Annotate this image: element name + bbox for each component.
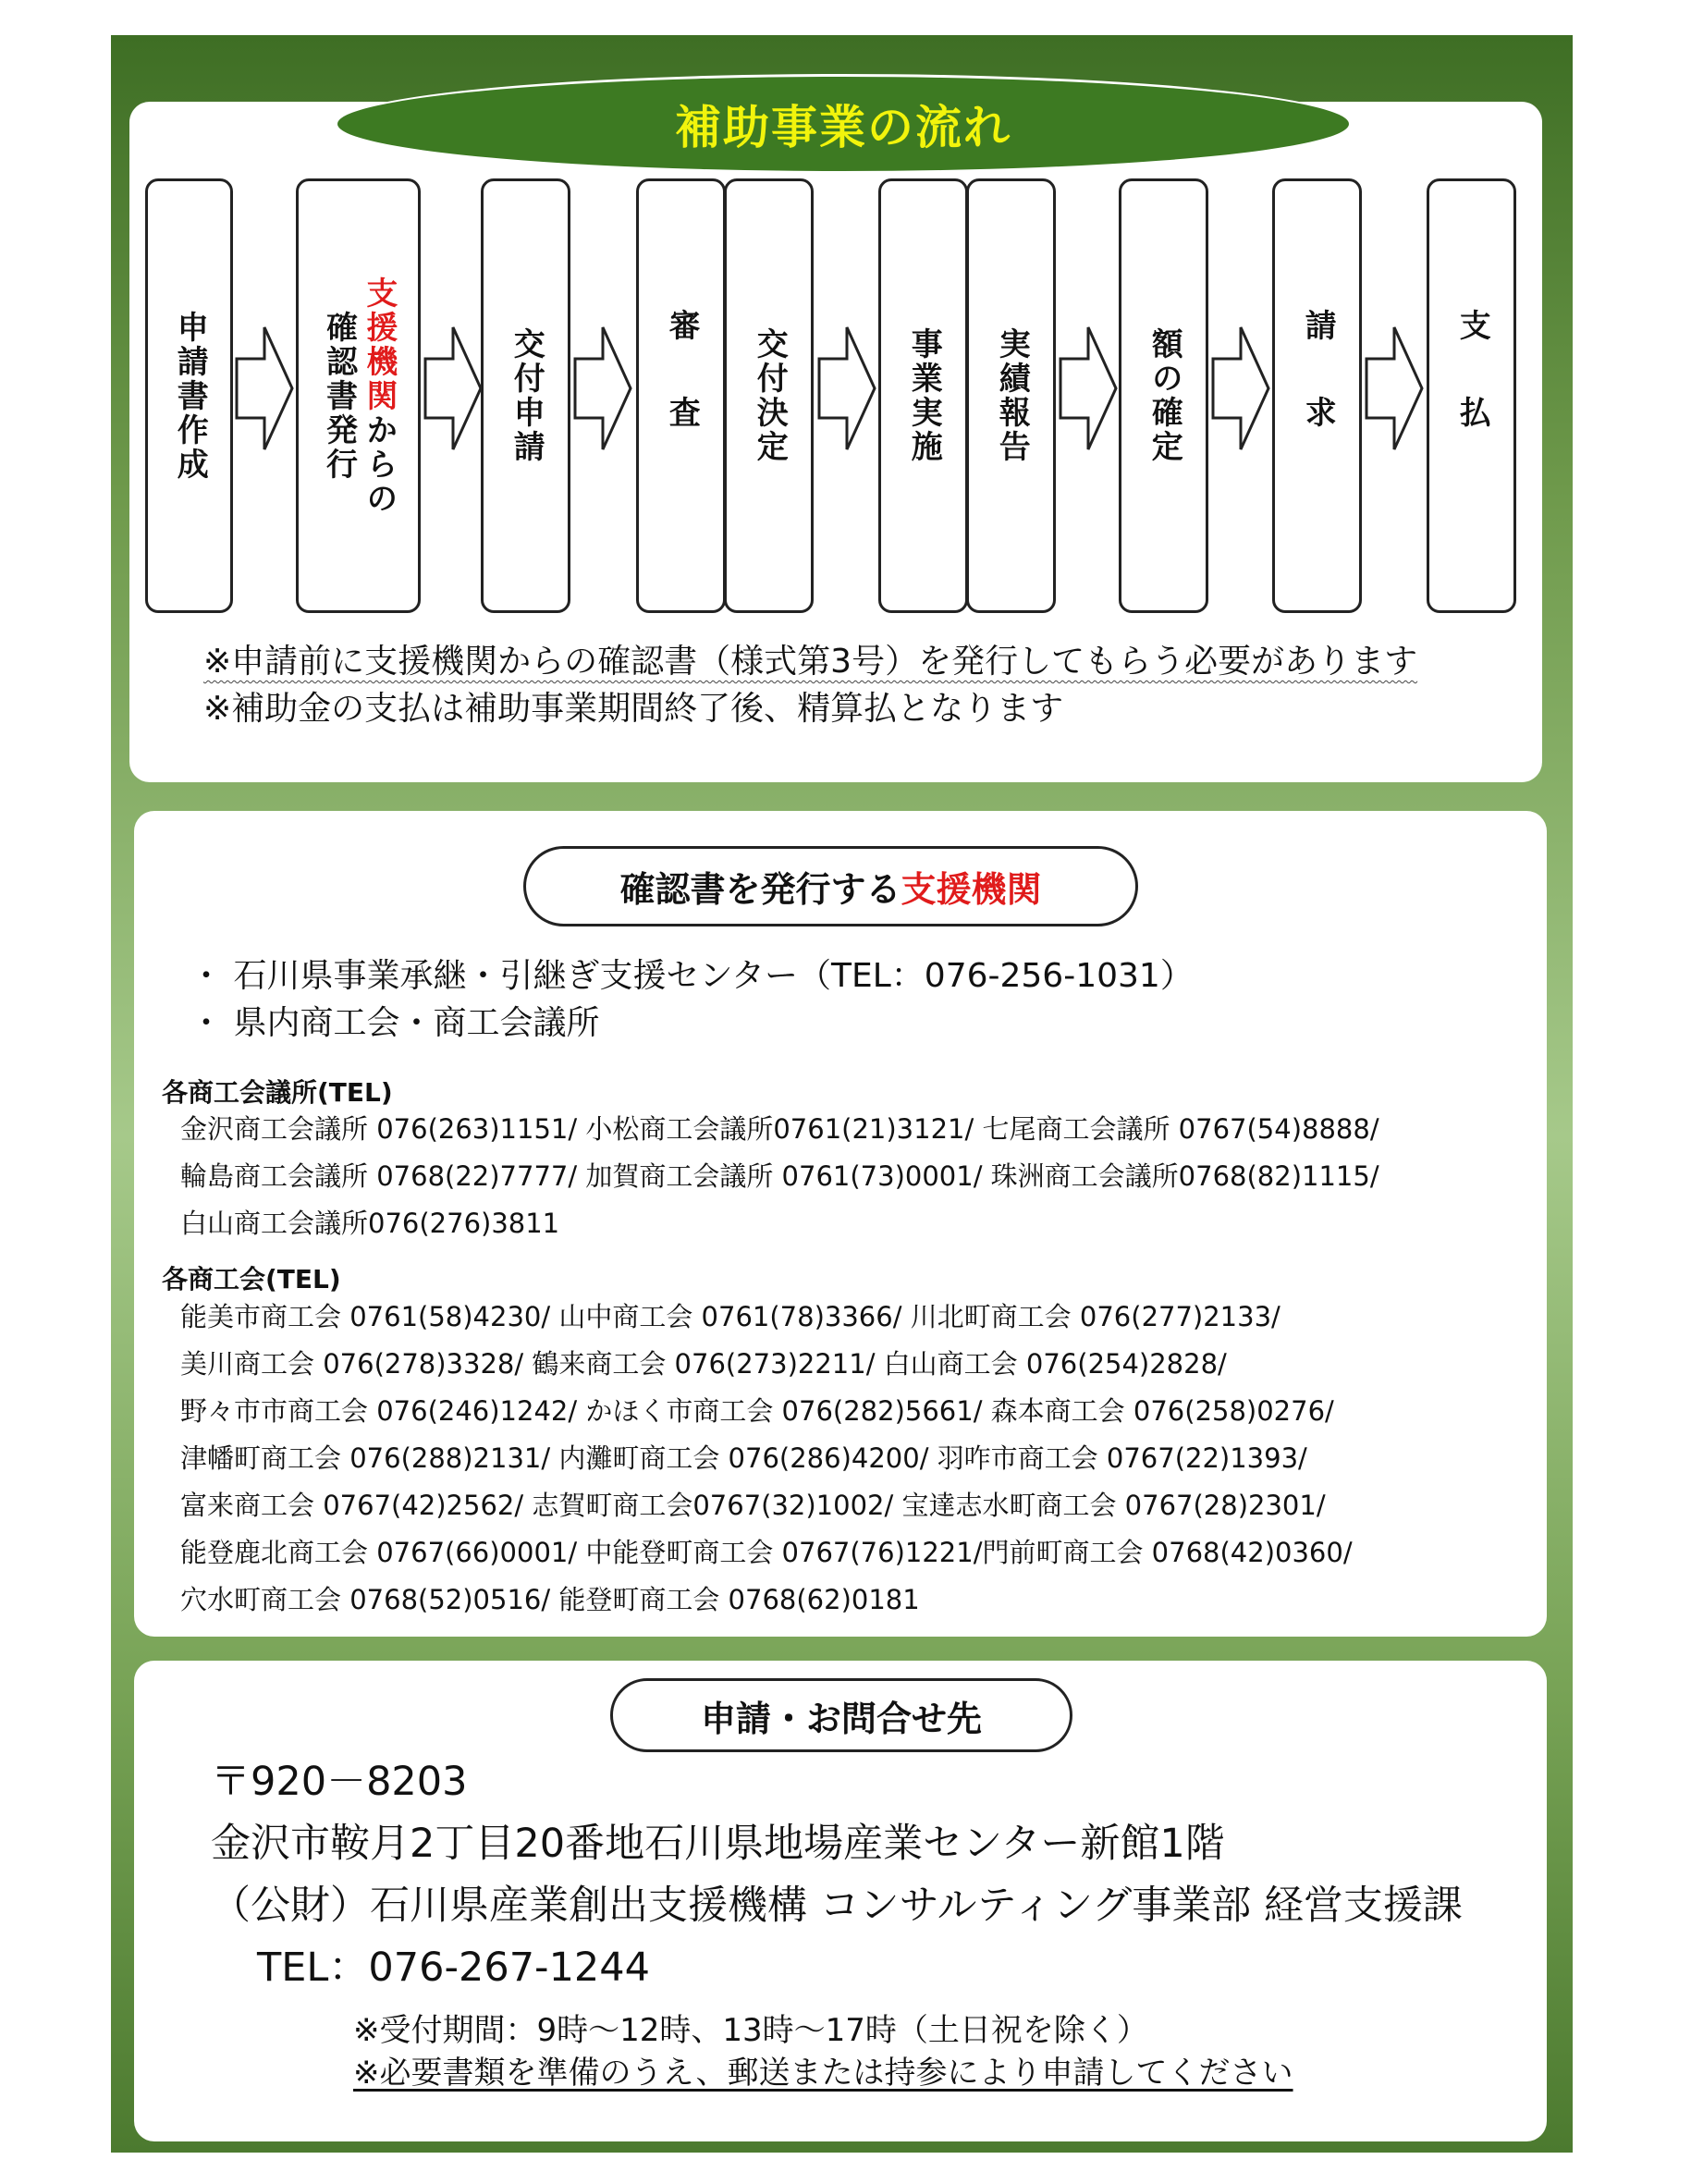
list-item: ・ 県内商工会・商工会議所 (190, 1004, 600, 1042)
step-application-prep (145, 178, 233, 613)
note-line: ※補助金の支払は補助事業期間終了後、精算払となります (203, 690, 1064, 728)
flow-arrow-icon (423, 324, 483, 453)
societies-heading: 各商工会(TEL) (162, 1264, 341, 1294)
step-review (636, 178, 726, 613)
step-label: 事業実施 (905, 327, 943, 464)
flow-notes (203, 638, 1417, 732)
chambers-heading: 各商工会議所(TEL) (162, 1077, 393, 1108)
flow-arrow-icon (573, 324, 632, 453)
flow-arrow-icon (1365, 324, 1424, 453)
step-label: 交付決定 (751, 327, 789, 464)
step-label: 交付申請 (508, 327, 545, 464)
note-line: ※申請前に支援機関からの確認書（様式第3号）を発行してもらう必要があります (203, 643, 1418, 681)
step-label: 支払 (1453, 309, 1491, 483)
list-item: 白山商工会議所076(276)3811 (180, 1208, 560, 1239)
list-item: 富来商工会 0767(42)2562/ 志賀町商工会0767(32)1002/ 宝達志水町商工会 0767(28)2301/ (180, 1490, 1326, 1521)
flow-arrow-icon (235, 324, 294, 453)
step-project-execution (878, 178, 968, 613)
list-item: 能美市商工会 0761(58)4230/ 山中商工会 0761(78)3366/ 川北町商工会 076(277)2133/ (180, 1301, 1281, 1332)
flow-title-banner (335, 74, 1352, 174)
list-item: 輪島商工会議所 0768(22)7777/ 加賀商工会議所 0761(73)0001/ 珠洲商工会議所0768(82)1115/ (180, 1160, 1379, 1192)
list-item: 津幡町商工会 076(288)2131/ 内灘町商工会 076(286)4200/ 羽咋市商工会 0767(22)1393/ (180, 1442, 1307, 1474)
phone-number: TEL：076-267-1244 (257, 1945, 651, 1991)
organization-name: （公財）石川県産業創出支援機構 コンサルティング事業部 経営支援課 (211, 1883, 1463, 1929)
step-amount-confirmation (1119, 178, 1208, 613)
list-item: 野々市市商工会 076(246)1242/ かほく市商工会 076(282)5661/ 森本商工会 076(258)0276/ (180, 1395, 1334, 1427)
step-label: 確認書発行 (320, 310, 358, 482)
step-label: 請求 (1299, 309, 1337, 483)
reception-notes (353, 2009, 1293, 2094)
step-label: 支援機関からの (360, 276, 398, 516)
list-item: 能登鹿北商工会 0767(66)0001/ 中能登町商工会 0767(76)1221/門前町商工会 0768(42)0360/ (180, 1537, 1353, 1568)
street-address: 金沢市鞍月2丁目20番地石川県地場産業センター新館1階 (211, 1821, 1225, 1867)
step-label: 審査 (663, 309, 701, 483)
list-item: 美川商工会 076(278)3328/ 鶴来商工会 076(273)2211/ 白山商工会 076(254)2828/ (180, 1348, 1227, 1380)
flow-arrow-icon (817, 324, 876, 453)
flow-arrow-icon (1211, 324, 1270, 453)
list-item: ・ 石川県事業承継・引継ぎ支援センター（TEL：076-256-1031） (190, 957, 1194, 995)
step-label: 額の確定 (1146, 327, 1183, 464)
contact-title: 申請・お問合せ先 (610, 1678, 1072, 1752)
step-label: 実績報告 (993, 327, 1031, 464)
chambers-list (180, 1106, 1379, 1247)
submission-notice: ※必要書類を準備のうえ、郵送または持参により申請してください (353, 2055, 1293, 2092)
step-grant-application (481, 178, 570, 613)
reception-hours: ※受付期間：9時～12時、13時～17時（土日祝を除く） (353, 2012, 1148, 2049)
list-item: 金沢商工会議所 076(263)1151/ 小松商工会議所0761(21)3121/ 七尾商工会議所 0767(54)8888/ (180, 1113, 1379, 1145)
flow-arrow-icon (1059, 324, 1118, 453)
flow-title: 補助事業の流れ (675, 101, 1011, 154)
step-grant-decision (724, 178, 814, 613)
contact-address (211, 1751, 1463, 1999)
support-orgs-list (190, 952, 1194, 1047)
step-confirmation-issue (296, 178, 421, 613)
step-results-report (966, 178, 1056, 613)
postal-code: 〒920－8203 (211, 1759, 468, 1805)
societies-list (180, 1294, 1353, 1624)
support-orgs-title: 確認書を発行する 支援機関 (523, 846, 1138, 926)
step-payment (1427, 178, 1516, 613)
list-item: 穴水町商工会 0768(52)0516/ 能登町商工会 0768(62)0181 (180, 1584, 920, 1615)
step-label: 申請書作成 (171, 310, 209, 482)
step-claim (1272, 178, 1362, 613)
